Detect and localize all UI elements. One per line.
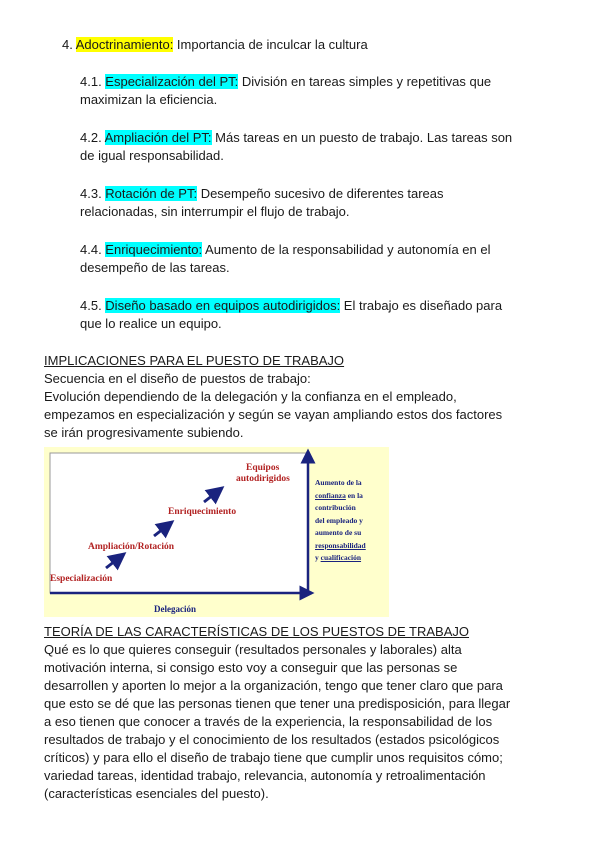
side-line: Aumento de la — [315, 478, 362, 487]
subitem-text: Desempeño sucesivo de diferentes tareas — [197, 186, 444, 201]
paragraph-line: resultados de trabajo y el conocimiento de los resultados (estados psicológicos — [44, 732, 500, 747]
paragraph-line: motivación interna, si consigo esto voy a conseguir que las personas se — [44, 660, 458, 675]
step-equipos: Equipos — [246, 463, 280, 473]
subitem-number: 4.2. — [80, 130, 105, 145]
step-autodirigidos: autodirigidos — [236, 474, 290, 484]
paragraph-line: que esto se dé que las personas tienen que tener una predisposición, para llegar — [44, 696, 511, 711]
subitem-4-2 — [80, 129, 560, 165]
paragraph-line: Evolución dependiendo de la delegación y la confianza en el empleado, — [44, 389, 457, 404]
item-4-text: Importancia de inculcar la cultura — [173, 37, 368, 52]
subitem-text-cont: maximizan la eficiencia. — [80, 92, 218, 107]
paragraph-line: Secuencia en el diseño de puestos de trabajo: — [44, 371, 311, 386]
step-especializacion: Especialización — [50, 574, 113, 584]
paragraph-line: a eso tienen que conocer a través de la experiencia, la responsabilidad de los — [44, 714, 493, 729]
side-line: confianza — [315, 490, 346, 500]
side-line: en la — [345, 490, 363, 500]
side-line: contribución — [315, 503, 356, 512]
paragraph-line: Qué es lo que quieres conseguir (resultados personales y laborales) alta — [44, 642, 462, 657]
paragraph-line: críticos) y para ello el diseño de trabajo tiene que cumplir unos requisitos cómo; — [44, 750, 503, 765]
subitem-text-cont: relacionadas, sin interrumpir el flujo de trabajo. — [80, 204, 350, 219]
subitem-text: División en tareas simples y repetitivas que — [238, 74, 492, 89]
implicaciones-section — [44, 352, 564, 442]
item-4 — [62, 36, 368, 54]
teoria-section — [44, 623, 584, 803]
subitem-text-cont: que lo realice un equipo. — [80, 316, 222, 331]
subitem-number: 4.4. — [80, 242, 106, 257]
teoria-heading: TEORÍA DE LAS CARACTERÍSTICAS DE LOS PUESTOS DE TRABAJO — [44, 624, 470, 639]
subitem-number: 4.5. — [80, 298, 106, 313]
subitem-term: Enriquecimiento: — [105, 242, 203, 257]
step-enriquecimiento: Enriquecimiento — [168, 507, 237, 517]
item-4-term: Adoctrinamiento: — [75, 37, 174, 52]
subitem-4-3 — [80, 185, 560, 221]
subitem-4-1 — [80, 73, 560, 109]
paragraph-line: (características esenciales del puesto). — [44, 786, 269, 801]
side-line: cualificación — [320, 553, 362, 562]
x-axis-label: Delegación — [154, 604, 196, 614]
subitem-text: El trabajo es diseñado para — [340, 298, 503, 313]
subitem-text: Aumento de la responsabilidad y autonomía en el — [202, 242, 491, 257]
step-ampliacion-rotacion: Ampliación/Rotación — [88, 542, 175, 552]
subitem-4-4 — [80, 241, 560, 277]
subitem-text-cont: desempeño de las tareas. — [80, 260, 230, 275]
item-4-number: 4. — [62, 37, 73, 52]
paragraph-line: se irán progresivamente subiendo. — [44, 425, 244, 440]
subitem-number: 4.1. — [80, 74, 106, 89]
paragraph-line: variedad tareas, identidad trabajo, relevancia, autonomía y retroalimentación — [44, 768, 486, 783]
subitem-text: Más tareas en un puesto de trabajo. Las tareas son — [211, 130, 513, 145]
side-line: del empleado y — [315, 515, 363, 525]
side-caption — [315, 477, 387, 565]
subitem-text-cont: de igual responsabilidad. — [80, 148, 224, 163]
implicaciones-heading: IMPLICACIONES PARA EL PUESTO DE TRABAJO — [44, 353, 345, 368]
subitem-number: 4.3. — [80, 186, 106, 201]
subitem-term: Ampliación del PT: — [104, 130, 212, 145]
subitem-term: Especialización del PT: — [105, 74, 239, 89]
paragraph-line: empezamos en especialización y según se vayan ampliando estos dos factores — [44, 407, 503, 422]
subitem-4-5 — [80, 297, 560, 333]
side-line: responsabilidad — [315, 540, 366, 550]
subitem-term: Diseño basado en equipos autodirigidos: — [105, 298, 341, 313]
side-line: aumento de su — [315, 528, 362, 537]
subitem-term: Rotación de PT: — [105, 186, 198, 201]
job-design-figure — [44, 447, 389, 617]
paragraph-line: desarrollen y aporten lo mejor a la organización, tengo que tener claro que para — [44, 678, 503, 693]
side-line: y — [315, 553, 321, 562]
